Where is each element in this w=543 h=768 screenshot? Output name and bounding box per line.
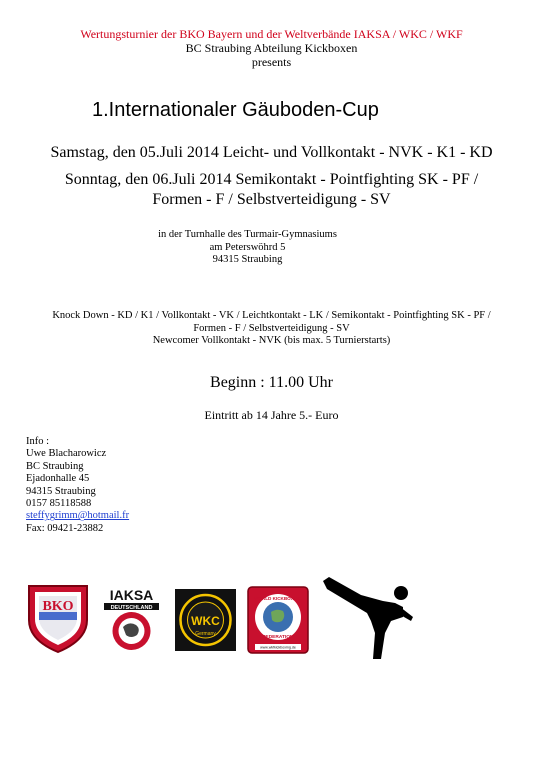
disciplines-line3: Newcomer Vollkontakt - NVK (bis max. 5 Turnierstarts) xyxy=(152,335,391,346)
contact-email-link[interactable]: steffygrimm@hotmail.fr xyxy=(26,510,130,522)
wkf-logo-bottom-text: FEDERATION xyxy=(262,635,294,640)
contact-street: Ejadonhalle 45 xyxy=(26,473,90,485)
contact-name: Uwe Blacharowicz xyxy=(26,448,107,460)
wkf-logo xyxy=(247,586,309,654)
wkc-logo xyxy=(175,589,236,651)
contact-city: 94315 Straubing xyxy=(26,485,96,497)
event-title: 1.Internationaler Gäuboden-Cup xyxy=(92,99,379,121)
venue-line1: in der Turnhalle des Turmair-Gymnasiums xyxy=(158,229,337,240)
kickboxer-silhouette-icon xyxy=(321,573,417,661)
entry-fee: Eintritt ab 14 Jahre 5.- Euro xyxy=(204,408,339,422)
organizer-line: Wertungsturnier der BKO Bayern und der Weltverbände IAKSA / WKC / WKF xyxy=(80,27,463,41)
bko-logo xyxy=(25,582,91,654)
disciplines-line1: Knock Down - KD / K1 / Vollkontakt - VK / Leichtkontakt - LK / Semikontakt - Pointfighting SK - PF / xyxy=(52,310,491,321)
bko-logo-text: BKO xyxy=(42,599,74,614)
venue-line3: 94315 Straubing xyxy=(212,254,283,265)
wkc-logo-subtext: Germany xyxy=(195,631,216,637)
iaksa-logo-subtext: DEUTSCHLAND xyxy=(110,605,153,611)
contact-info xyxy=(26,436,129,535)
wkf-logo-url: www.wkfkickboxing.de xyxy=(260,645,296,650)
contact-phone: 0157 85118588 xyxy=(26,498,92,510)
start-time: Beginn : 11.00 Uhr xyxy=(210,374,333,391)
iaksa-logo-text: IAKSA xyxy=(109,587,154,603)
info-label: Info : xyxy=(26,436,50,447)
sunday-schedule-line1: Sonntag, den 06.Juli 2014 Semikontakt - Pointfighting SK - PF / xyxy=(64,171,479,188)
disciplines-line2: Formen - F / Selbstverteidigung - SV xyxy=(193,322,350,334)
wkf-logo-top-text: WORLD KICKBOXING xyxy=(254,596,302,601)
venue-line2: am Peterswöhrd 5 xyxy=(209,241,286,253)
sunday-schedule-line2: Formen - F / Selbstverteidigung - SV xyxy=(152,191,391,208)
iaksa-logo xyxy=(101,585,162,653)
contact-fax: Fax: 09421-23882 xyxy=(26,522,104,534)
contact-club: BC Straubing xyxy=(26,460,84,472)
presents-line: presents xyxy=(251,55,292,69)
club-line: BC Straubing Abteilung Kickboxen xyxy=(185,41,358,55)
wkc-logo-text: WKC xyxy=(191,614,220,628)
saturday-schedule: Samstag, den 05.Juli 2014 Leicht- und Vollkontakt - NVK - K1 - KD xyxy=(50,144,493,161)
